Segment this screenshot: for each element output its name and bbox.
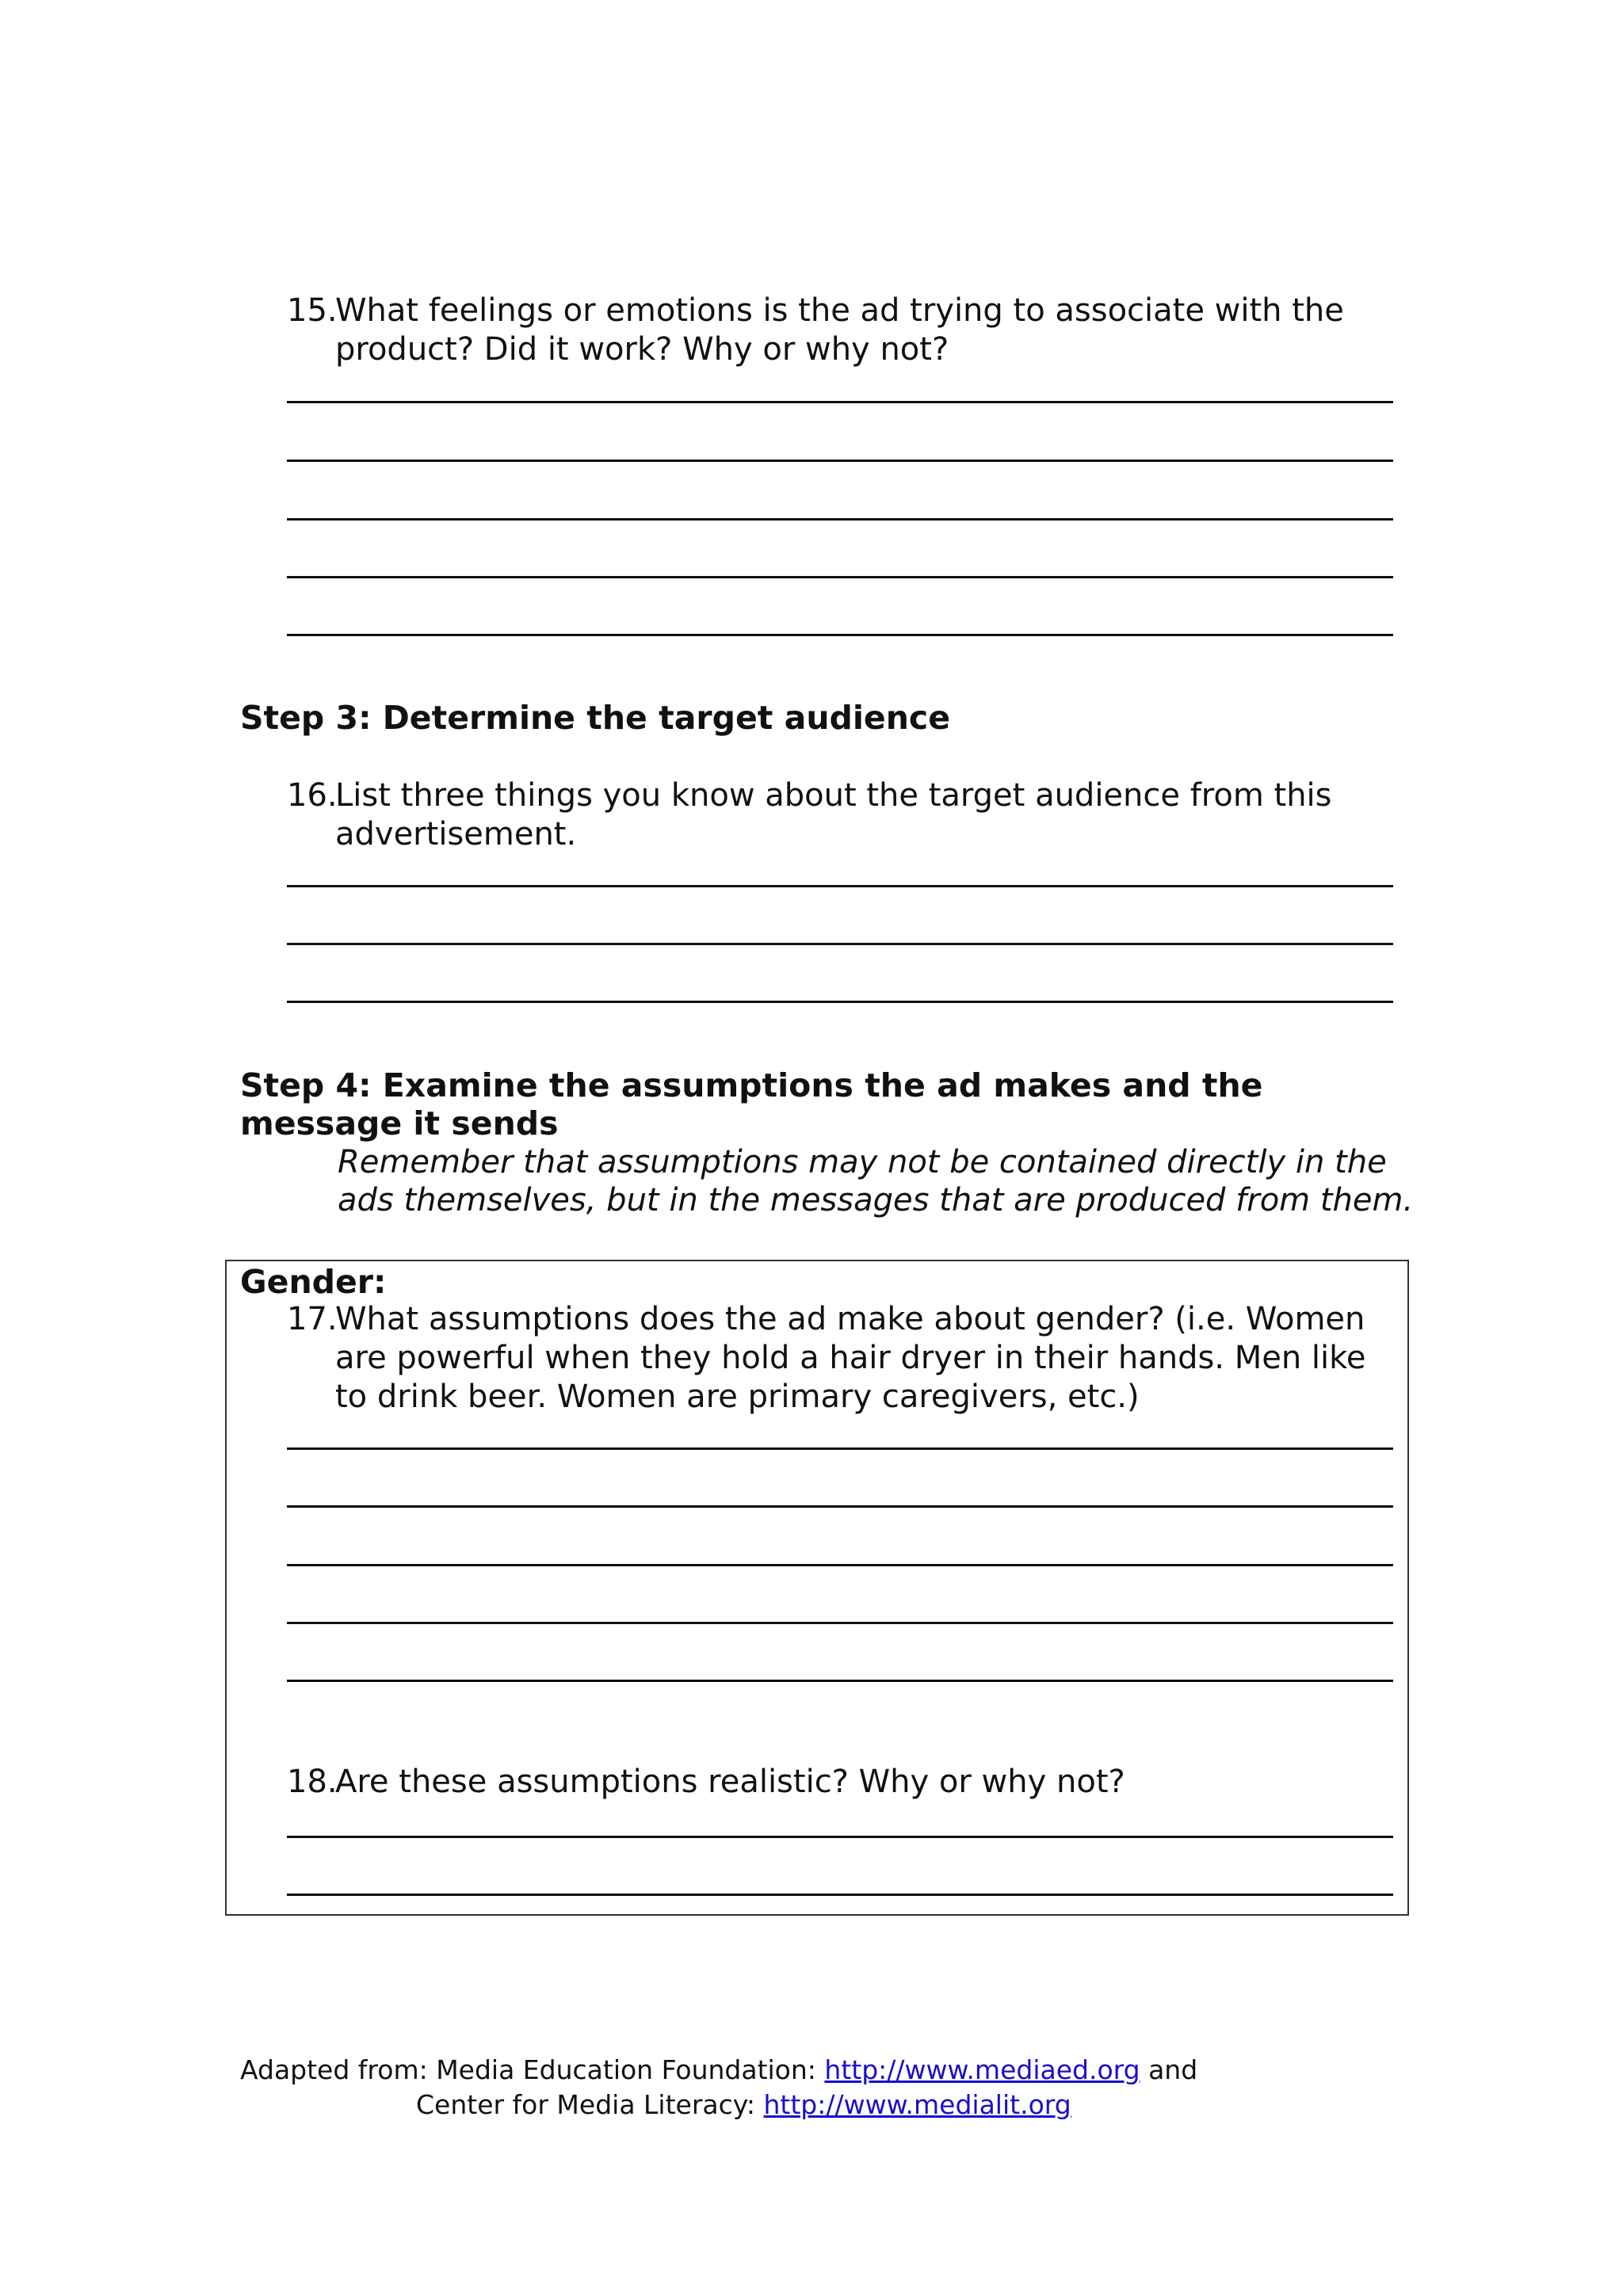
answer-line[interactable]	[287, 634, 1393, 636]
question-number: 16.	[287, 777, 338, 814]
footer-line-1	[240, 2054, 1197, 2087]
medialit-link[interactable]: http://www.medialit.org	[763, 2089, 1071, 2120]
answer-line[interactable]	[287, 1836, 1393, 1838]
answer-line[interactable]	[287, 518, 1393, 521]
gender-label: Gender:	[240, 1263, 387, 1301]
question-text: What assumptions does the ad make about gender? (i.e. Women are powerful when they hold a hair dryer in their hands. Men like to drink beer. Women are primary caregivers, etc.)	[335, 1301, 1366, 1415]
answer-line[interactable]	[287, 885, 1393, 887]
answer-line[interactable]	[287, 401, 1393, 403]
mediaed-link[interactable]: http://www.mediaed.org	[824, 2054, 1140, 2085]
step-4-note: Remember that assumptions may not be contained directly in the ads themselves, but in the messages that are produced from them.	[338, 1144, 1414, 1219]
answer-line[interactable]	[287, 1680, 1393, 1682]
answer-line[interactable]	[287, 1564, 1393, 1566]
footer-line-2	[416, 2088, 1071, 2122]
answer-line[interactable]	[287, 1447, 1393, 1450]
answer-line[interactable]	[287, 1505, 1393, 1508]
question-text: What feelings or emotions is the ad trying to associate with the product? Did it work? Why or why not?	[335, 292, 1344, 368]
answer-line[interactable]	[287, 943, 1393, 945]
answer-line[interactable]	[287, 1001, 1393, 1003]
footer-text: Center for Media Literacy:	[416, 2089, 764, 2120]
answer-line[interactable]	[287, 1622, 1393, 1624]
answer-line[interactable]	[287, 460, 1393, 462]
question-number: 15.	[287, 292, 338, 329]
answer-line[interactable]	[287, 576, 1393, 578]
question-text: List three things you know about the target audience from this advertisement.	[335, 777, 1332, 852]
answer-line[interactable]	[287, 1894, 1393, 1896]
step-3-heading: Step 3: Determine the target audience	[240, 699, 951, 737]
footer-text: and	[1140, 2054, 1198, 2085]
footer-text: Adapted from: Media Education Foundation:	[240, 2054, 825, 2085]
question-text: Are these assumptions realistic? Why or why not?	[335, 1764, 1125, 1800]
question-number: 18.	[287, 1764, 338, 1800]
step-4-heading: Step 4: Examine the assumptions the ad makes and the message it sends	[240, 1066, 1263, 1142]
question-number: 17.	[287, 1301, 338, 1337]
